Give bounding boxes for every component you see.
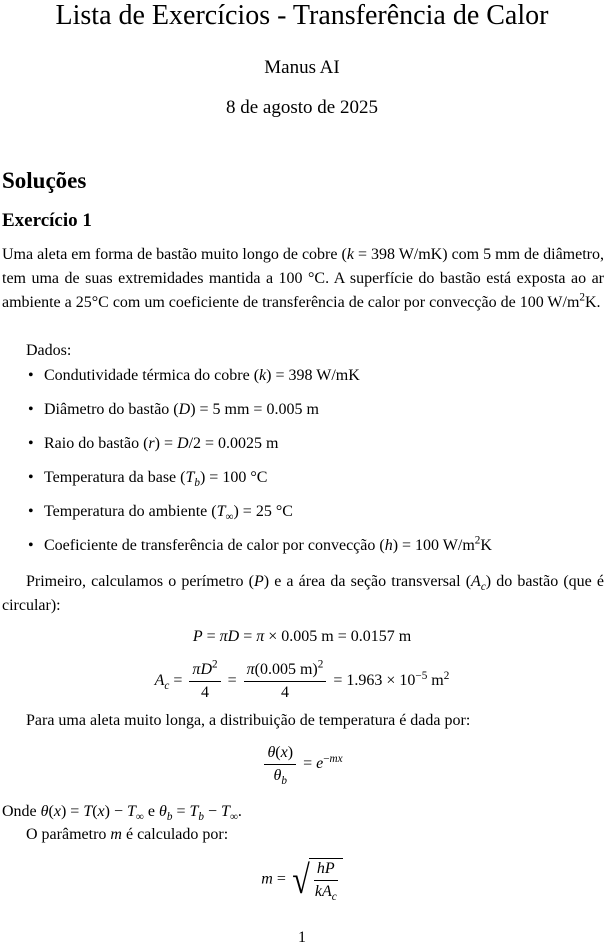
distribution-equation: $\frac{\theta(x)}{\theta_b}$ = $e^{-mx}$ <box>0 743 604 786</box>
document-author: Manus AI <box>264 57 340 78</box>
data-label: Dados: <box>26 342 72 359</box>
data-list <box>28 364 604 568</box>
list-item: • Temperatura da base $(T_b) = 100$ °C <box>44 466 604 500</box>
exercise-statement: Uma aleta em forma de bastão muito longo de cobre (k = 398 W/mK) com 5 mm de diâmetro, tem uma de suas extremidades mantida a 100 °C. A superfície do bastão está exposta ao ar ambiente a 25°C com um coeficiente de transferência de calor por convecção de 100 $W/m^2K$. <box>2 246 604 311</box>
bullet-icon: • <box>28 435 34 452</box>
page-number: 1 <box>298 929 306 946</box>
bullet-icon: • <box>28 367 34 384</box>
document-title: Lista de Exercícios - Transferência de Calor <box>55 0 549 31</box>
where-paragraph: Onde $\theta(x) = T(x) - T_\infty$ e $\theta_b = T_b - T_\infty$. <box>2 803 242 824</box>
m-equation: m = √ $\frac{hP}{kA_c}$ <box>0 858 604 902</box>
area-equation: $A_c$ = $\frac{\pi D^2}{4}$ = $\frac{\pi(0.005 m)^2}{4}$ = $1.963 \times 10^{-5}$ $m^2$ <box>154 658 450 701</box>
distribution-paragraph: Para uma aleta muito longa, a distribuição de temperatura é dada por: <box>26 712 471 729</box>
list-item: • Condutividade térmica do cobre (k) = 398 W/mK <box>44 364 604 398</box>
bullet-icon: • <box>28 469 34 486</box>
document-date: 8 de agosto de 2025 <box>226 97 378 118</box>
list-item: • Diâmetro do bastão (D) = 5 mm = 0.005 m <box>44 398 604 432</box>
perimeter-paragraph: Primeiro, calculamos o perímetro (P) e a área da seção transversal $(A_c)$ do bastão (que é circular): <box>2 573 604 614</box>
section-heading: Soluções <box>2 168 87 193</box>
bullet-icon: • <box>28 503 34 520</box>
perimeter-equation: P = πD = π × 0.005 m = 0.0157 m <box>192 628 412 645</box>
list-item: • Coeficiente de transferência de calor por convecção (h) = 100 $W/m^2K$ <box>44 534 604 568</box>
list-item: • Raio do bastão (r) = D/2 = 0.0025 m <box>44 432 604 466</box>
bullet-icon: • <box>28 401 34 418</box>
list-item: • Temperatura do ambiente $(T_\infty) = 25$ °C <box>44 500 604 534</box>
bullet-icon: • <box>28 537 34 554</box>
exercise-heading: Exercício 1 <box>2 210 92 231</box>
m-paragraph: O parâmetro m é calculado por: <box>26 826 229 843</box>
